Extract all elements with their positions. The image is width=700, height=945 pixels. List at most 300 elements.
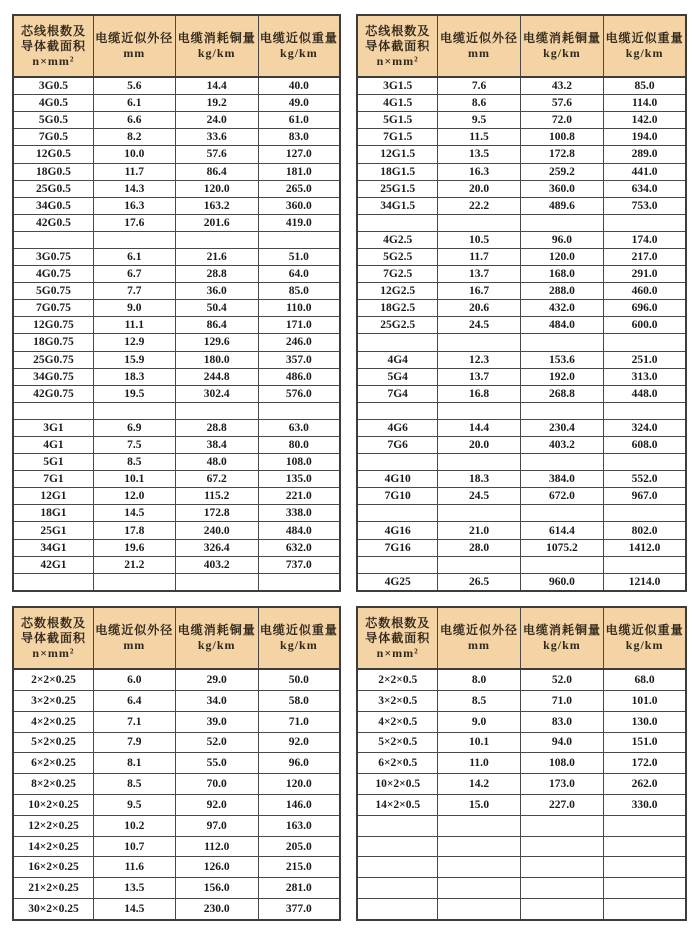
table-cell: 696.0 [604,300,686,317]
table-cell: 486.0 [258,368,340,385]
table-cell: 460.0 [604,283,686,300]
table-row [13,77,340,95]
spec-table-pairs-0_25 [12,606,341,921]
table-cell: 6×2×0.5 [357,753,438,774]
table-cell: 34G1.5 [357,197,438,214]
table-row [13,857,340,878]
column-header: 电缆近似重量 kg/km [258,607,340,669]
table-cell: 360.0 [258,197,340,214]
table-cell: 302.4 [175,385,258,402]
table-cell: 10.0 [93,146,175,163]
column-header: 电缆近似外径 mm [438,15,520,77]
table-cell: 151.0 [604,732,686,753]
table-cell [438,214,520,231]
table-cell: 70.0 [175,774,258,795]
table-cell: 24.5 [438,317,520,334]
table-row [13,471,340,488]
table-cell: 4×2×0.5 [357,711,438,732]
table-row-separator [357,214,686,231]
table-row [13,669,340,690]
column-header: 电缆近似重量 kg/km [604,15,686,77]
table-cell: 967.0 [604,488,686,505]
table-row-separator [357,857,686,878]
table-cell: 11.1 [93,317,175,334]
table-cell: 262.0 [604,774,686,795]
table-cell: 3G1 [13,419,93,436]
table-cell: 83.0 [520,711,604,732]
table-row-separator [357,334,686,351]
table-cell: 16.8 [438,385,520,402]
table-row [357,471,686,488]
table-cell: 419.0 [258,214,340,231]
table-cell: 2×2×0.25 [13,669,93,690]
table-row-separator [13,231,340,248]
table-cell: 7G1 [13,471,93,488]
table-cell: 55.0 [175,753,258,774]
table-cell: 432.0 [520,300,604,317]
table-cell: 17.8 [93,522,175,539]
table-cell: 94.0 [520,732,604,753]
table-cell: 28.8 [175,419,258,436]
table-cell [520,402,604,419]
table-cell: 51.0 [258,248,340,265]
table-cell [13,231,93,248]
table-cell: 10.1 [93,471,175,488]
table-cell: 600.0 [604,317,686,334]
table-cell [438,836,520,857]
table-cell [175,573,258,591]
table-cell: 7G0.5 [13,129,93,146]
table-cell [438,454,520,471]
table-cell: 737.0 [258,556,340,573]
table-cell: 96.0 [520,231,604,248]
table-cell: 18.3 [438,471,520,488]
table-row [13,146,340,163]
table-cell [438,556,520,573]
header-row [13,15,340,77]
table-cell [604,857,686,878]
table-cell: 12G1.5 [357,146,438,163]
table-cell: 38.4 [175,437,258,454]
table-cell [357,899,438,920]
table-row [357,163,686,180]
table-cell: 259.2 [520,163,604,180]
table-cell: 92.0 [258,732,340,753]
table-row-separator [13,402,340,419]
table-cell: 11.6 [93,857,175,878]
table-cell: 672.0 [520,488,604,505]
table-cell: 10.5 [438,231,520,248]
table-cell [438,815,520,836]
table-cell: 403.2 [520,437,604,454]
table-cell: 28.8 [175,266,258,283]
table-cell: 5G2.5 [357,248,438,265]
column-header: 电缆近似外径 mm [438,607,520,669]
table-row [13,112,340,129]
table-cell: 10.1 [438,732,520,753]
table-cell [520,505,604,522]
table-cell [438,878,520,899]
table-cell: 5G0.75 [13,283,93,300]
table-cell: 4G6 [357,419,438,436]
table-row [13,214,340,231]
table-cell: 3×2×0.5 [357,690,438,711]
table-cell [175,231,258,248]
table-cell [604,899,686,920]
table-row [13,368,340,385]
table-cell [258,573,340,591]
table-cell: 288.0 [520,283,604,300]
table-cell: 5G0.5 [13,112,93,129]
table-cell: 632.0 [258,539,340,556]
table-cell: 5×2×0.5 [357,732,438,753]
table-cell: 268.8 [520,385,604,402]
table-cell [258,231,340,248]
header-row [13,607,340,669]
table-row-separator [357,836,686,857]
table-cell: 484.0 [520,317,604,334]
table-cell: 7G6 [357,437,438,454]
table-cell: 4G4 [357,351,438,368]
table-row [357,197,686,214]
table-row [13,454,340,471]
table-cell: 2×2×0.5 [357,669,438,690]
table-cell: 174.0 [604,231,686,248]
table-cell: 8.0 [438,669,520,690]
table-cell: 85.0 [258,283,340,300]
table-cell: 441.0 [604,163,686,180]
table-cell: 33.6 [175,129,258,146]
table-cell: 403.2 [175,556,258,573]
table-cell: 19.2 [175,95,258,112]
table-row [357,437,686,454]
table-cell [357,334,438,351]
column-header: 电缆近似重量 kg/km [604,607,686,669]
table-cell: 100.8 [520,129,604,146]
table-row [357,385,686,402]
table-cell: 58.0 [258,690,340,711]
table-cell: 8.2 [93,129,175,146]
table-cell [13,402,93,419]
table-cell: 194.0 [604,129,686,146]
table-cell: 4×2×0.25 [13,711,93,732]
table-cell: 52.0 [175,732,258,753]
table-cell: 22.2 [438,197,520,214]
table-cell: 10×2×0.5 [357,774,438,795]
table-cell: 14.4 [438,419,520,436]
table-row-separator [357,454,686,471]
table-cell: 52.0 [520,669,604,690]
table-row [13,266,340,283]
table-cell: 25G0.5 [13,180,93,197]
table-cell: 57.6 [175,146,258,163]
table-row [13,283,340,300]
table-row [13,815,340,836]
table-row [357,317,686,334]
table-cell: 7.6 [438,77,520,95]
column-header: 电缆近似外径 mm [93,15,175,77]
table-cell: 127.0 [258,146,340,163]
table-row-separator [13,573,340,591]
table-cell [438,857,520,878]
table-cell: 1412.0 [604,539,686,556]
table-row [13,300,340,317]
table-cell: 16.7 [438,283,520,300]
table-cell: 7G16 [357,539,438,556]
table-cell: 217.0 [604,248,686,265]
table-cell: 20.0 [438,180,520,197]
table-cell: 34G0.5 [13,197,93,214]
table-cell: 7.5 [93,437,175,454]
table-cell: 802.0 [604,522,686,539]
table-cell: 20.6 [438,300,520,317]
table-cell: 163.0 [258,815,340,836]
table-cell [438,402,520,419]
table-row [13,334,340,351]
table-row [357,522,686,539]
table-row [13,753,340,774]
table-cell: 30×2×0.25 [13,899,93,920]
table-cell [357,556,438,573]
table-cell: 1214.0 [604,573,686,591]
table-row [13,690,340,711]
table-cell: 20.0 [438,437,520,454]
table-cell: 15.9 [93,351,175,368]
table-cell [520,878,604,899]
table-cell: 86.4 [175,163,258,180]
table-row [357,690,686,711]
table-cell: 18G1.5 [357,163,438,180]
table-cell: 201.6 [175,214,258,231]
table-row [357,732,686,753]
table-row [357,95,686,112]
table-cell: 6.1 [93,248,175,265]
table-cell: 14.4 [175,77,258,95]
table-cell: 6.4 [93,690,175,711]
table-row [13,248,340,265]
table-cell: 11.7 [93,163,175,180]
table-row [357,419,686,436]
table-cell: 12G0.75 [13,317,93,334]
table-row [13,878,340,899]
table-row [357,794,686,815]
table-row [13,556,340,573]
table-cell: 12G2.5 [357,283,438,300]
table-cell: 13.5 [93,878,175,899]
table-cell: 120.0 [520,248,604,265]
table-cell: 4G25 [357,573,438,591]
table-cell [175,402,258,419]
table-row [13,732,340,753]
table-cell: 71.0 [520,690,604,711]
table-cell: 3×2×0.25 [13,690,93,711]
spec-table-g1_5-to-g25 [356,14,687,592]
table-cell: 86.4 [175,317,258,334]
column-header: 电缆近似外径 mm [93,607,175,669]
table-cell: 265.0 [258,180,340,197]
table-cell: 101.0 [604,690,686,711]
table-cell: 21×2×0.25 [13,878,93,899]
table-cell [520,454,604,471]
table-row [357,539,686,556]
table-row [357,351,686,368]
table-row [13,539,340,556]
table-cell: 205.0 [258,836,340,857]
table-cell: 36.0 [175,283,258,300]
table-cell: 4G16 [357,522,438,539]
table-cell: 40.0 [258,77,340,95]
table-cell: 4G1.5 [357,95,438,112]
table-cell: 114.0 [604,95,686,112]
table-cell: 13.5 [438,146,520,163]
table-cell: 313.0 [604,368,686,385]
table-cell: 12G0.5 [13,146,93,163]
table-cell: 12.0 [93,488,175,505]
table-cell: 753.0 [604,197,686,214]
column-header: 电缆近似重量 kg/km [258,15,340,77]
table-cell [604,402,686,419]
table-cell: 92.0 [175,794,258,815]
table-cell: 50.4 [175,300,258,317]
table-cell [357,505,438,522]
table-cell: 142.0 [604,112,686,129]
table-cell [604,334,686,351]
table-cell: 11.5 [438,129,520,146]
table-cell: 7G2.5 [357,266,438,283]
table-cell: 48.0 [175,454,258,471]
table-cell: 8.1 [93,753,175,774]
table-cell [258,402,340,419]
table-cell: 120.0 [175,180,258,197]
table-cell: 18.3 [93,368,175,385]
table-cell: 8×2×0.25 [13,774,93,795]
table-cell: 21.6 [175,248,258,265]
table-cell: 489.6 [520,197,604,214]
table-cell: 448.0 [604,385,686,402]
table-cell: 25G1 [13,522,93,539]
table-cell: 180.0 [175,351,258,368]
table-cell: 71.0 [258,711,340,732]
table-cell: 230.0 [175,899,258,920]
table-cell: 14.2 [438,774,520,795]
table-row [357,77,686,95]
table-cell [357,214,438,231]
table-cell: 72.0 [520,112,604,129]
table-cell: 18G0.75 [13,334,93,351]
table-cell: 42G1 [13,556,93,573]
table-cell: 42G0.75 [13,385,93,402]
table-cell: 289.0 [604,146,686,163]
table-cell [604,556,686,573]
table-cell [520,214,604,231]
table-cell: 21.0 [438,522,520,539]
table-cell [520,857,604,878]
table-cell [357,815,438,836]
table-cell: 6.9 [93,419,175,436]
table-row [13,351,340,368]
table-row [13,385,340,402]
table-cell: 6.6 [93,112,175,129]
header-row [357,15,686,77]
table-row [357,753,686,774]
table-cell: 26.5 [438,573,520,591]
column-header: 电缆消耗铜量 kg/km [175,15,258,77]
table-cell: 68.0 [604,669,686,690]
table-cell: 9.0 [93,300,175,317]
table-cell: 63.0 [258,419,340,436]
column-header: 电缆消耗铜量 kg/km [520,15,604,77]
table-row [357,283,686,300]
table-cell [604,454,686,471]
table-cell [520,334,604,351]
column-header: 芯数根数及 导体截面积 n×mm² [357,607,438,669]
table-row [357,248,686,265]
table-cell [357,857,438,878]
table-row [13,488,340,505]
column-header: 芯线根数及 导体截面积 n×mm² [357,15,438,77]
table-cell: 17.6 [93,214,175,231]
table-cell: 24.5 [438,488,520,505]
table-cell: 281.0 [258,878,340,899]
table-cell: 246.0 [258,334,340,351]
table-cell: 130.0 [604,711,686,732]
table-cell: 19.5 [93,385,175,402]
table-row [357,180,686,197]
table-cell: 3G0.75 [13,248,93,265]
table-cell: 14×2×0.25 [13,836,93,857]
table-cell: 7G1.5 [357,129,438,146]
table-cell: 28.0 [438,539,520,556]
table-row [13,180,340,197]
table-cell: 13.7 [438,266,520,283]
column-header: 电缆消耗铜量 kg/km [175,607,258,669]
table-row [357,774,686,795]
table-cell: 61.0 [258,112,340,129]
table-cell: 120.0 [258,774,340,795]
table-row-separator [357,556,686,573]
table-cell [357,836,438,857]
table-cell: 171.0 [258,317,340,334]
table-cell [93,573,175,591]
table-row [357,231,686,248]
table-cell: 291.0 [604,266,686,283]
table-cell: 67.2 [175,471,258,488]
table-cell: 221.0 [258,488,340,505]
table-cell: 8.5 [93,774,175,795]
table-cell: 324.0 [604,419,686,436]
table-cell: 576.0 [258,385,340,402]
table-row [13,129,340,146]
table-cell: 64.0 [258,266,340,283]
table-row [357,266,686,283]
table-cell: 6.0 [93,669,175,690]
table-cell: 8.5 [93,454,175,471]
spec-table-pairs-0_5 [356,606,687,921]
table-cell: 24.0 [175,112,258,129]
table-cell [520,815,604,836]
table-cell: 34G0.75 [13,368,93,385]
table-row [13,197,340,214]
table-cell: 3G1.5 [357,77,438,95]
table-cell: 240.0 [175,522,258,539]
column-header: 芯数根数及 导体截面积 n×mm² [13,607,93,669]
table-row [357,300,686,317]
table-cell: 153.6 [520,351,604,368]
table-row-separator [357,878,686,899]
table-cell: 614.4 [520,522,604,539]
column-header: 电缆消耗铜量 kg/km [520,607,604,669]
table-row [13,95,340,112]
